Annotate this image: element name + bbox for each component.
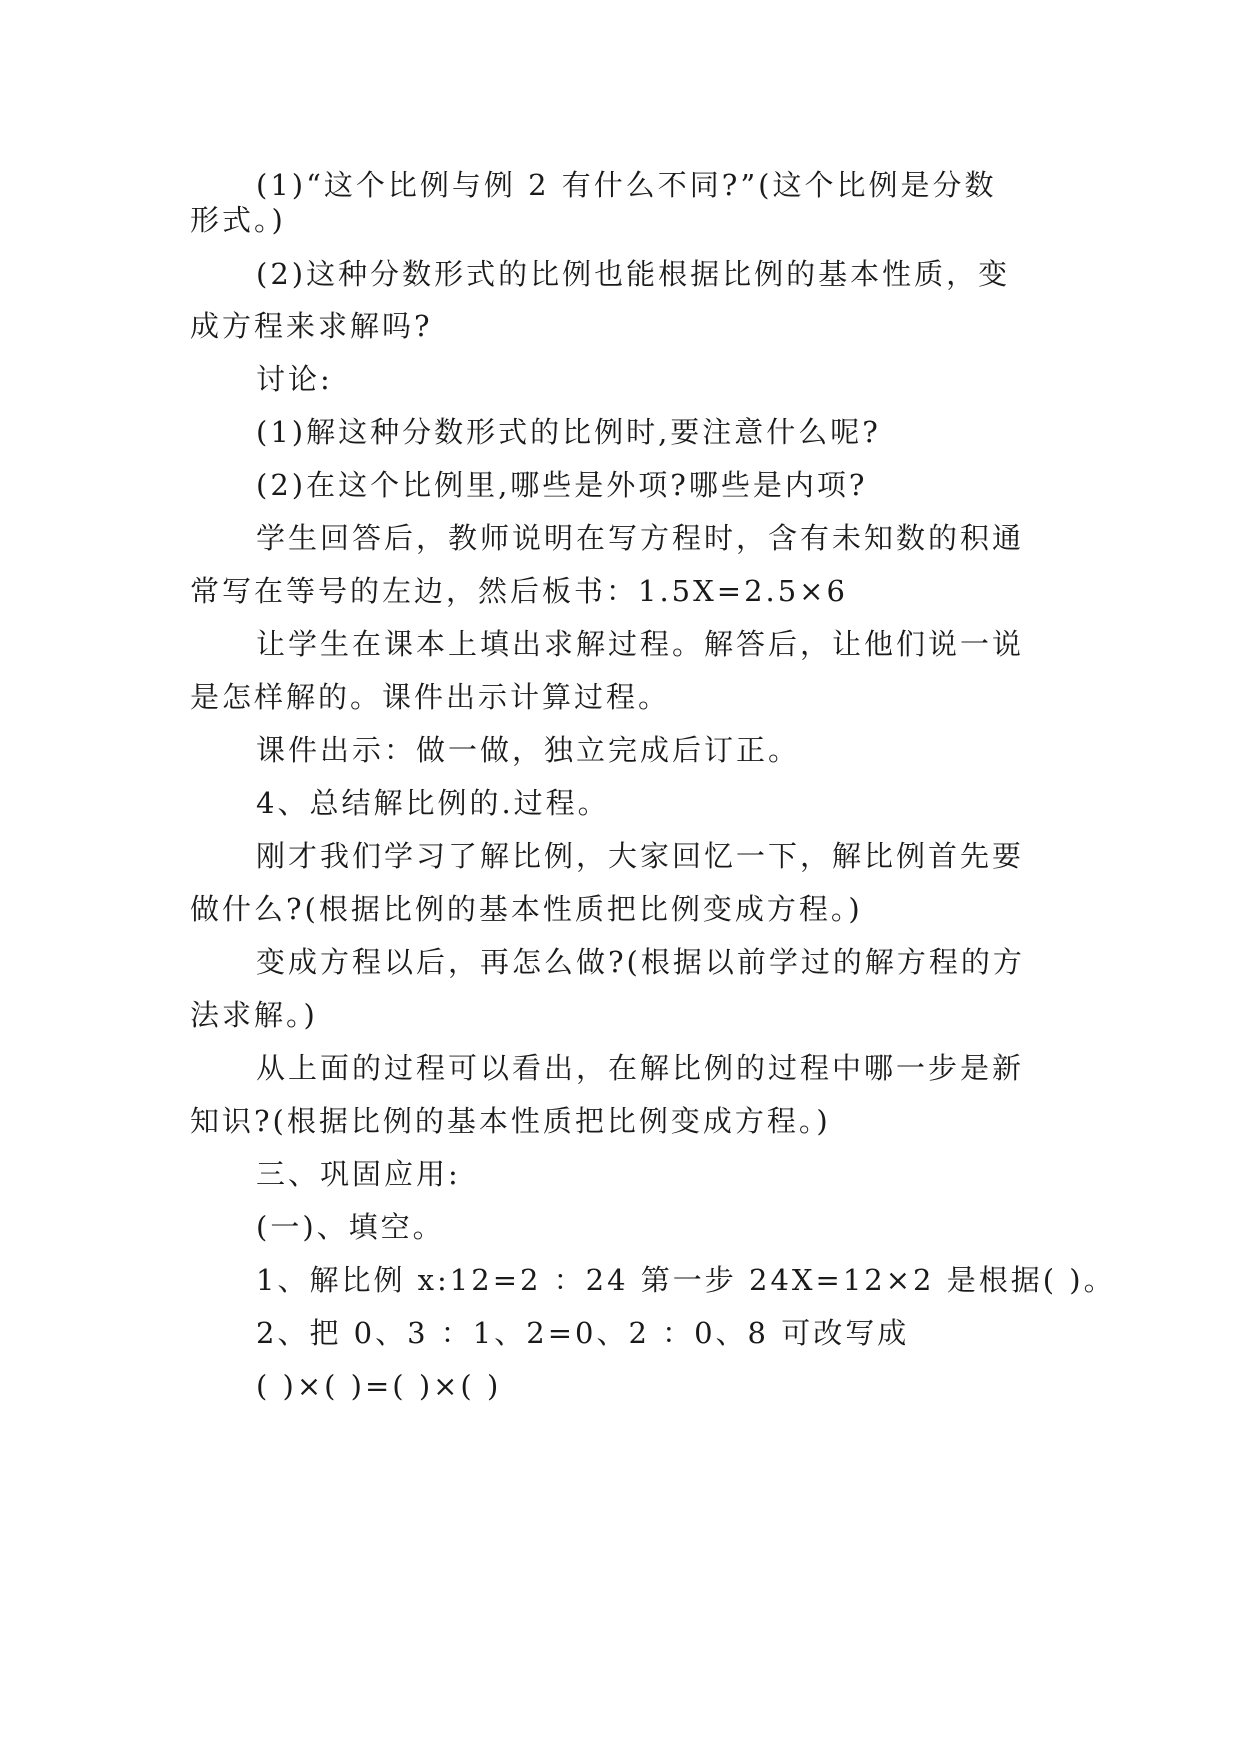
subsection-heading: (一)、填空。 xyxy=(256,1210,445,1244)
section-heading: 三、巩固应用: xyxy=(256,1157,461,1191)
paragraph-line: 让学生在课本上填出求解过程。解答后，让他们说一说 xyxy=(256,627,1025,661)
paragraph-line: 4、总结解比例的.过程。 xyxy=(256,786,610,820)
paragraph-line: 讨论: xyxy=(256,362,333,396)
paragraph-line: 形式。) xyxy=(190,203,286,237)
paragraph-line: 学生回答后，教师说明在写方程时，含有未知数的积通 xyxy=(256,521,1025,555)
paragraph-line: (2)在这个比例里,哪些是外项?哪些是内项? xyxy=(256,468,868,502)
paragraph-line: 做什么?(根据比例的基本性质把比例变成方程。) xyxy=(190,892,863,926)
paragraph-line: (1)解这种分数形式的比例时,要注意什么呢? xyxy=(256,415,881,449)
exercise-line: 1、解比例 x:12=2 ：24 第一步 24X=12×2 是根据( )。 xyxy=(256,1263,1116,1297)
paragraph-line: 课件出示：做一做，独立完成后订正。 xyxy=(256,733,801,767)
paragraph-line: (2)这种分数形式的比例也能根据比例的基本性质，变 xyxy=(256,257,1011,291)
exercise-line: 2、把 0、3 ：1、2=0、2 ：0、8 可改写成 xyxy=(256,1316,910,1350)
paragraph-line: 知识?(根据比例的基本性质把比例变成方程。) xyxy=(190,1104,831,1138)
paragraph-line: 常写在等号的左边，然后板书：1.5X=2.5×6 xyxy=(190,574,848,608)
paragraph-line: 变成方程以后，再怎么做?(根据以前学过的解方程的方 xyxy=(256,945,1025,979)
paragraph-line: 成方程来求解吗? xyxy=(190,309,433,343)
paragraph-line: (1)“这个比例与例 2 有什么不同?”(这个比例是分数 xyxy=(256,168,997,202)
paragraph-line: 刚才我们学习了解比例，大家回忆一下，解比例首先要 xyxy=(256,839,1025,873)
exercise-line: ( )×( )=( )×( ) xyxy=(256,1369,502,1403)
paragraph-line: 是怎样解的。课件出示计算过程。 xyxy=(190,680,671,714)
paragraph-line: 从上面的过程可以看出，在解比例的过程中哪一步是新 xyxy=(256,1051,1025,1085)
paragraph-line: 法求解。) xyxy=(190,998,318,1032)
